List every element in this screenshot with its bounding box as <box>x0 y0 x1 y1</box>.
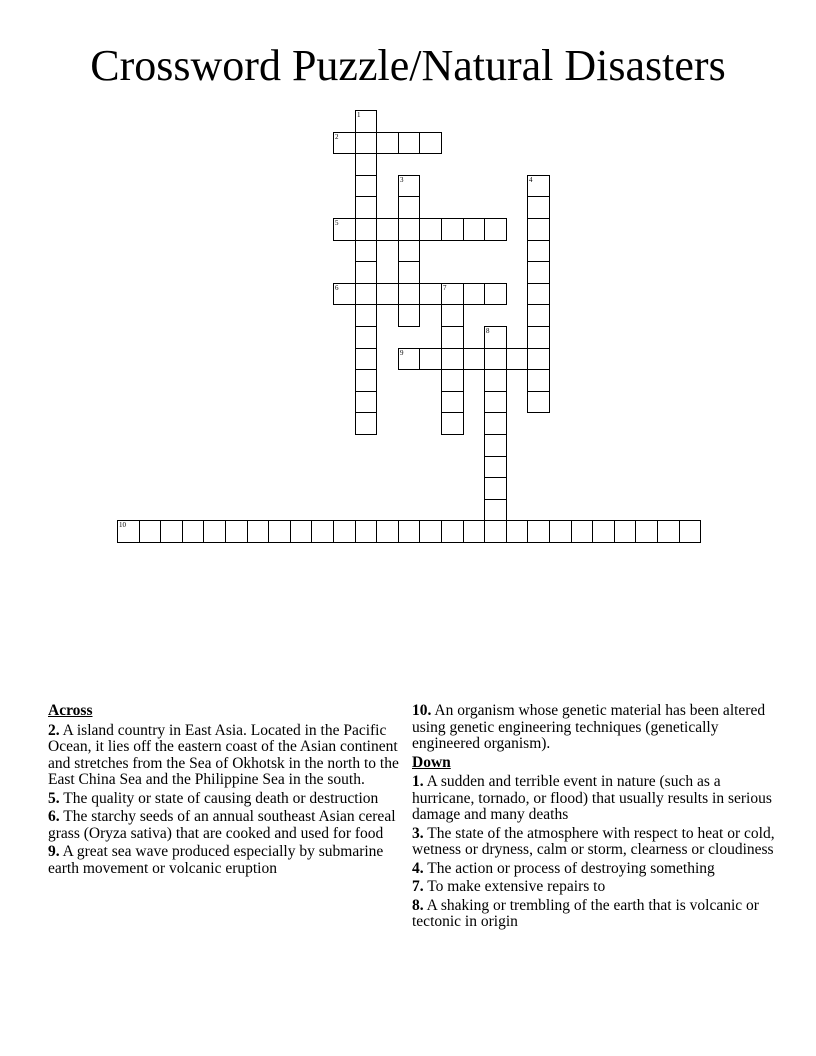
grid-cell[interactable] <box>355 218 377 241</box>
clue-number: 4. <box>412 859 424 877</box>
grid-cell[interactable] <box>484 456 507 478</box>
clue-number: 2. <box>48 721 60 739</box>
grid-cell[interactable] <box>527 283 550 305</box>
clue-number: 8. <box>412 896 424 914</box>
grid-cell[interactable] <box>614 520 636 543</box>
grid-cell[interactable] <box>527 520 550 543</box>
grid-cell[interactable] <box>679 520 701 543</box>
grid-cell[interactable] <box>484 326 507 349</box>
clue-start-number: 7 <box>443 284 447 292</box>
grid-cell[interactable] <box>398 196 420 219</box>
grid-cell[interactable] <box>463 348 485 370</box>
grid-cell[interactable] <box>355 132 377 154</box>
grid-cell[interactable] <box>527 348 550 370</box>
clue-across-2 <box>48 723 403 789</box>
grid-cell[interactable] <box>527 326 550 349</box>
grid-cell[interactable] <box>355 326 377 349</box>
grid-cell[interactable] <box>355 369 377 392</box>
clue-text: To make extensive repairs to <box>427 878 606 895</box>
grid-cell[interactable] <box>419 348 442 370</box>
grid-cell[interactable] <box>160 520 183 543</box>
clue-text: A island country in East Asia. Located in the Pacific Ocean, it lies off the eastern coast of the Asian continent and stretches from the Sea of Okhotsk in the north to the East China Sea and the Philippine Sea in the south. <box>48 721 399 788</box>
clues-left-column <box>48 703 403 879</box>
grid-cell[interactable] <box>441 218 464 241</box>
clue-text: The starchy seeds of an annual southeast Asian cereal grass (Oryza sativa) that are cooked and used for food <box>48 808 396 842</box>
grid-cell[interactable] <box>441 412 464 435</box>
clue-number: 9. <box>48 843 60 860</box>
grid-cell[interactable] <box>527 369 550 392</box>
grid-cell[interactable] <box>376 283 399 305</box>
clue-down-7 <box>412 879 777 896</box>
clue-number: 5. <box>48 789 60 807</box>
grid-cell[interactable] <box>376 132 399 154</box>
grid-cell[interactable] <box>527 261 550 284</box>
grid-cell[interactable] <box>527 391 550 413</box>
clue-start-number: 3 <box>400 176 404 184</box>
grid-cell[interactable] <box>484 369 507 392</box>
grid-cell[interactable] <box>398 240 420 262</box>
clue-start-number: 4 <box>529 176 533 184</box>
grid-cell[interactable] <box>484 477 507 500</box>
grid-cell[interactable] <box>398 261 420 284</box>
clue-across-10 <box>412 703 777 753</box>
grid-cell[interactable] <box>333 132 356 154</box>
grid-cell[interactable] <box>657 520 680 543</box>
grid-cell[interactable] <box>441 304 464 327</box>
clue-number: 1. <box>412 773 424 790</box>
grid-cell[interactable] <box>333 520 356 543</box>
grid-cell[interactable] <box>441 391 464 413</box>
clue-text: An organism whose genetic material has been altered using genetic engineering techniques (genetically engineered organism). <box>412 702 766 752</box>
grid-cell[interactable] <box>506 348 528 370</box>
grid-cell[interactable] <box>419 218 442 241</box>
grid-cell[interactable] <box>527 196 550 219</box>
grid-cell[interactable] <box>182 520 204 543</box>
grid-cell[interactable] <box>398 175 420 197</box>
grid-cell[interactable] <box>527 240 550 262</box>
clue-start-number: 8 <box>486 327 490 335</box>
grid-cell[interactable] <box>419 283 442 305</box>
clue-text: A sudden and terrible event in nature (such as a hurricane, tornado, or flood) that usually results in serious damage and many deaths <box>412 773 772 823</box>
clue-down-4 <box>412 861 777 878</box>
grid-cell[interactable] <box>355 283 377 305</box>
grid-cell[interactable] <box>484 412 507 435</box>
grid-cell[interactable] <box>355 304 377 327</box>
grid-cell[interactable] <box>484 218 507 241</box>
grid-cell[interactable] <box>484 348 507 370</box>
grid-cell[interactable] <box>355 240 377 262</box>
grid-cell[interactable] <box>484 520 507 543</box>
clue-down-3 <box>412 826 777 859</box>
clue-number: 10. <box>412 702 432 719</box>
grid-cell[interactable] <box>484 499 507 521</box>
clue-text: The state of the atmosphere with respect to heat or cold, wetness or dryness, calm or storm, clearness or cloudiness <box>412 824 775 858</box>
grid-cell[interactable] <box>484 283 507 305</box>
clue-number: 6. <box>48 808 60 825</box>
clue-start-number: 2 <box>335 133 339 141</box>
grid-cell[interactable] <box>311 520 334 543</box>
grid-cell[interactable] <box>398 520 420 543</box>
grid-cell[interactable] <box>376 218 399 241</box>
grid-cell[interactable] <box>441 283 464 305</box>
grid-cell[interactable] <box>333 218 356 241</box>
grid-cell[interactable] <box>225 520 248 543</box>
grid-cell[interactable] <box>398 304 420 327</box>
clue-number: 3. <box>412 824 424 842</box>
grid-cell[interactable] <box>463 218 485 241</box>
grid-cell[interactable] <box>419 132 442 154</box>
clue-number: 7. <box>412 878 424 895</box>
grid-cell[interactable] <box>398 283 420 305</box>
page-title: Crossword Puzzle/Natural Disasters <box>90 41 726 90</box>
across-heading: Across <box>48 702 93 719</box>
clue-text: The quality or state of causing death or destruction <box>63 789 379 807</box>
grid-cell[interactable] <box>527 304 550 327</box>
grid-cell[interactable] <box>571 520 593 543</box>
clues-right-column <box>412 703 777 933</box>
grid-cell[interactable] <box>290 520 312 543</box>
grid-cell[interactable] <box>398 348 420 370</box>
grid-cell[interactable] <box>355 175 377 197</box>
grid-cell[interactable] <box>139 520 161 543</box>
clue-across-6 <box>48 809 403 842</box>
grid-cell[interactable] <box>441 520 464 543</box>
grid-cell[interactable] <box>441 348 464 370</box>
grid-cell[interactable] <box>441 326 464 349</box>
clue-text: The action or process of destroying something <box>427 859 715 877</box>
grid-cell[interactable] <box>527 218 550 241</box>
clue-start-number: 5 <box>335 219 339 227</box>
clue-text: A great sea wave produced especially by submarine earth movement or volcanic eruption <box>48 843 384 877</box>
grid-cell[interactable] <box>398 132 420 154</box>
grid-cell[interactable] <box>398 218 420 241</box>
grid-cell[interactable] <box>117 520 140 543</box>
grid-cell[interactable] <box>376 520 399 543</box>
clue-start-number: 9 <box>400 349 404 357</box>
grid-cell[interactable] <box>355 520 377 543</box>
grid-cell[interactable] <box>527 175 550 197</box>
grid-cell[interactable] <box>355 412 377 435</box>
grid-cell[interactable] <box>203 520 226 543</box>
clue-start-number: 10 <box>119 521 126 529</box>
grid-cell[interactable] <box>333 283 356 305</box>
grid-cell[interactable] <box>463 520 485 543</box>
grid-cell[interactable] <box>355 110 377 133</box>
grid-cell[interactable] <box>506 520 528 543</box>
grid-cell[interactable] <box>592 520 615 543</box>
grid-cell[interactable] <box>355 153 377 176</box>
clue-start-number: 1 <box>357 111 361 119</box>
grid-cell[interactable] <box>355 348 377 370</box>
clue-across-9 <box>48 844 403 877</box>
down-heading: Down <box>412 753 451 771</box>
grid-cell[interactable] <box>463 283 485 305</box>
grid-cell[interactable] <box>355 391 377 413</box>
clue-down-1 <box>412 774 777 824</box>
grid-cell[interactable] <box>484 391 507 413</box>
clue-text: A shaking or trembling of the earth that is volcanic or tectonic in origin <box>412 896 759 930</box>
grid-cell[interactable] <box>247 520 269 543</box>
grid-cell[interactable] <box>441 369 464 392</box>
clue-across-5 <box>48 791 403 808</box>
grid-cell[interactable] <box>355 261 377 284</box>
grid-cell[interactable] <box>355 196 377 219</box>
grid-cell[interactable] <box>549 520 572 543</box>
grid-cell[interactable] <box>635 520 658 543</box>
grid-cell[interactable] <box>268 520 291 543</box>
clue-start-number: 6 <box>335 284 339 292</box>
clue-down-8 <box>412 898 777 931</box>
grid-cell[interactable] <box>419 520 442 543</box>
grid-cell[interactable] <box>484 434 507 457</box>
